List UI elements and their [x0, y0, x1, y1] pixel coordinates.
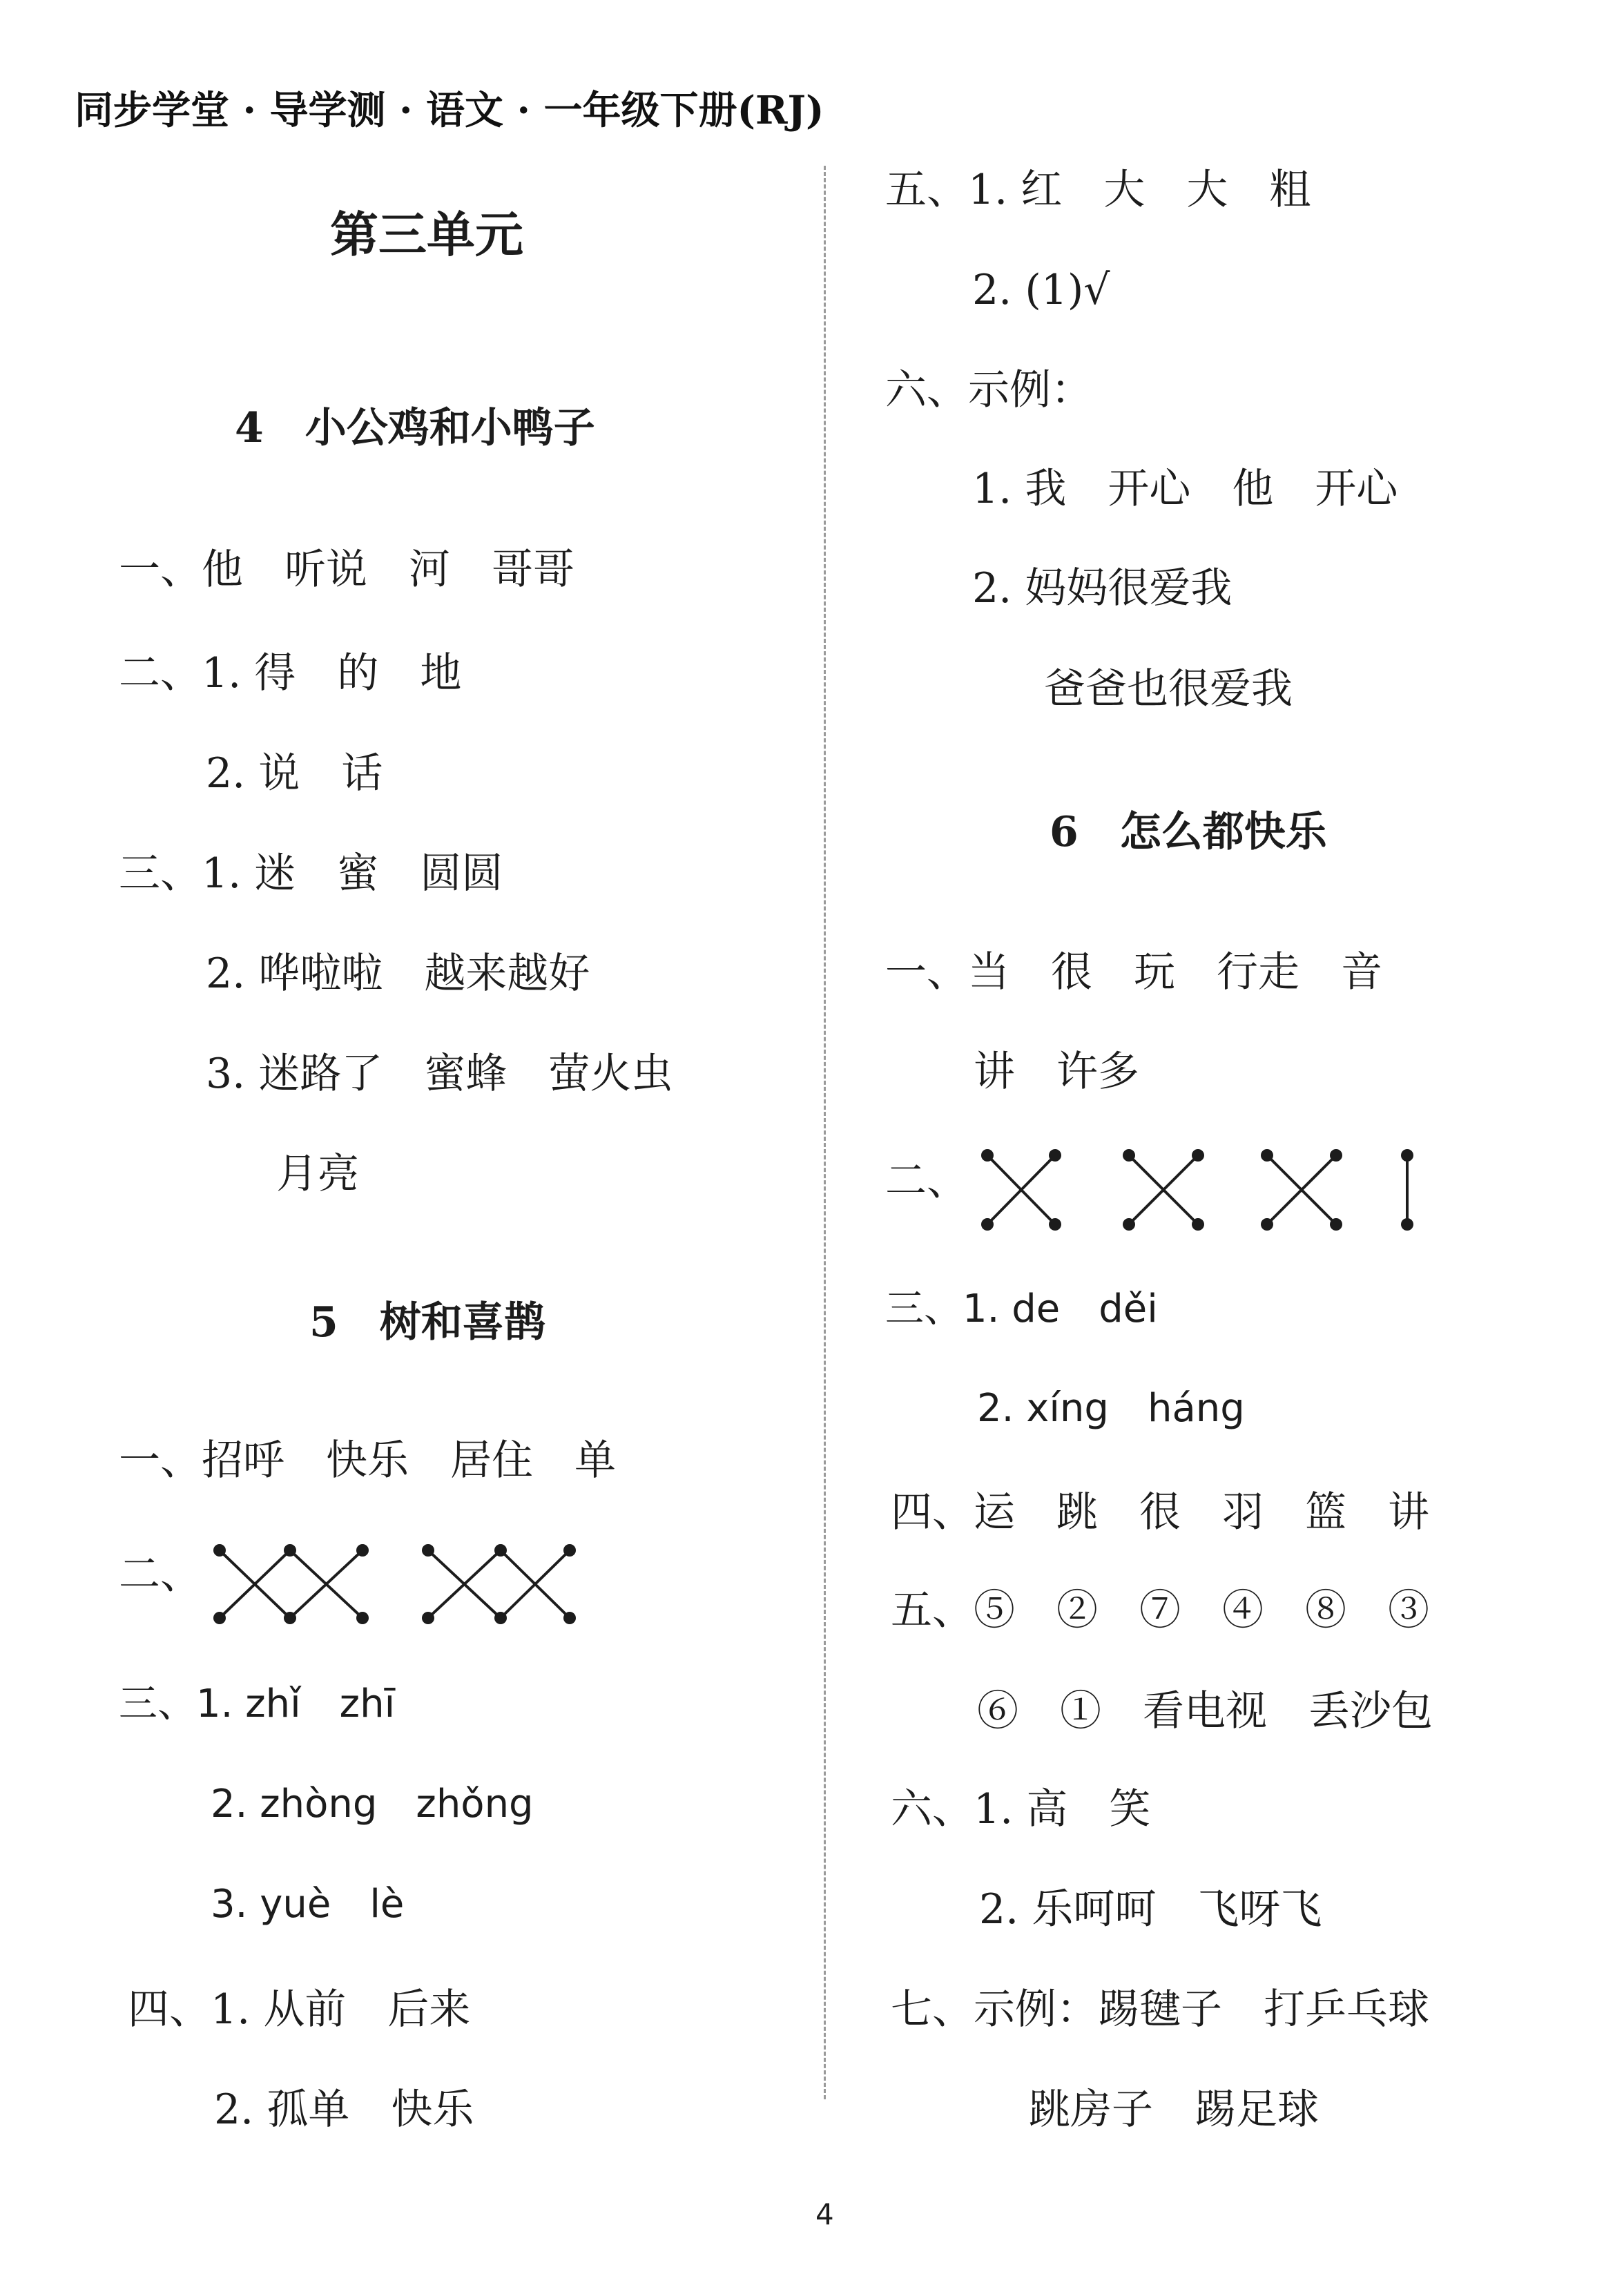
- lesson-6-answer-7-cont: 跳房子 踢足球: [1029, 2085, 1319, 2134]
- lesson-4-answer-1: 一、他 听说 河 哥哥: [119, 546, 574, 594]
- lesson-5-matching-lines: [207, 1537, 663, 1633]
- lesson-5-title: 5 树和喜鹊: [309, 1298, 545, 1347]
- lesson-6-answer-7: 七、示例：踢毽子 打乒乓球: [891, 1985, 1429, 2034]
- lesson-4-answer-2-2: 2. 说 话: [206, 749, 383, 798]
- book-header: 同步学堂 · 导学测 · 语文 · 一年级下册(RJ): [75, 88, 824, 133]
- lesson-6-matching-lines: [974, 1143, 1429, 1240]
- lesson-6-answer-3-1: 三、1. de děi: [885, 1287, 1158, 1331]
- lesson-4-answer-3-3-cont: 月亮: [276, 1150, 359, 1198]
- lesson-4-answer-3-3: 3. 迷路了 蜜蜂 萤火虫: [206, 1050, 673, 1098]
- lesson-5-answer-6-2: 2. 妈妈很爱我: [972, 564, 1232, 613]
- lesson-5-answer-4-1: 四、1. 从前 后来: [128, 1985, 471, 2034]
- lesson-5-answer-1: 一、招呼 快乐 居住 单: [119, 1436, 616, 1485]
- lesson-6-title: 6 怎么都快乐: [1050, 808, 1327, 856]
- lesson-5-answer-6-2-cont: 爸爸也很爱我: [1044, 665, 1293, 713]
- lesson-5-answer-6: 六、示例：: [885, 366, 1092, 414]
- unit-title: 第三单元: [330, 206, 523, 263]
- lesson-5-answer-6-1: 1. 我 开心 他 开心: [972, 465, 1398, 513]
- lesson-6-answer-6-2: 2. 乐呵呵 飞呀飞: [979, 1885, 1322, 1934]
- lesson-5-answer-5-2: 2. (1)√: [972, 266, 1110, 314]
- lesson-4-answer-3-1: 三、1. 迷 蜜 圆圆: [119, 849, 503, 898]
- lesson-6-answer-4: 四、运 跳 很 羽 篮 讲: [891, 1488, 1429, 1537]
- lesson-5-answer-3-2: 2. zhòng zhǒng: [211, 1782, 534, 1827]
- lesson-6-answer-5-cont: ⑥ ① 看电视 丢沙包: [977, 1687, 1433, 1735]
- lesson-6-answer-3-2: 2. xíng háng: [977, 1386, 1245, 1431]
- lesson-5-answer-3-3: 3. yuè lè: [211, 1882, 405, 1927]
- page-number: 4: [815, 2197, 834, 2231]
- lesson-4-answer-2-1: 二、1. 得 的 地: [119, 649, 462, 697]
- lesson-5-answer-3-1: 三、1. zhǐ zhī: [119, 1682, 396, 1726]
- column-divider: [824, 166, 826, 2099]
- lesson-5-answer-5-1: 五、1. 红 大 大 粗: [885, 166, 1311, 214]
- lesson-6-answer-1: 一、当 很 玩 行走 音: [885, 948, 1382, 996]
- lesson-6-answer-1-cont: 讲 许多: [974, 1048, 1139, 1096]
- lesson-4-title: 4 小公鸡和小鸭子: [235, 404, 595, 452]
- lesson-6-answer-2-label: 二、: [885, 1157, 968, 1205]
- lesson-4-answer-3-2: 2. 哗啦啦 越来越好: [206, 950, 590, 998]
- lesson-5-answer-4-2: 2. 孤单 快乐: [214, 2085, 474, 2134]
- lesson-6-answer-6-1: 六、1. 高 笑: [891, 1785, 1151, 1833]
- lesson-5-answer-2-label: 二、: [119, 1550, 202, 1599]
- lesson-6-answer-5: 五、⑤ ② ⑦ ④ ⑧ ③: [891, 1586, 1429, 1635]
